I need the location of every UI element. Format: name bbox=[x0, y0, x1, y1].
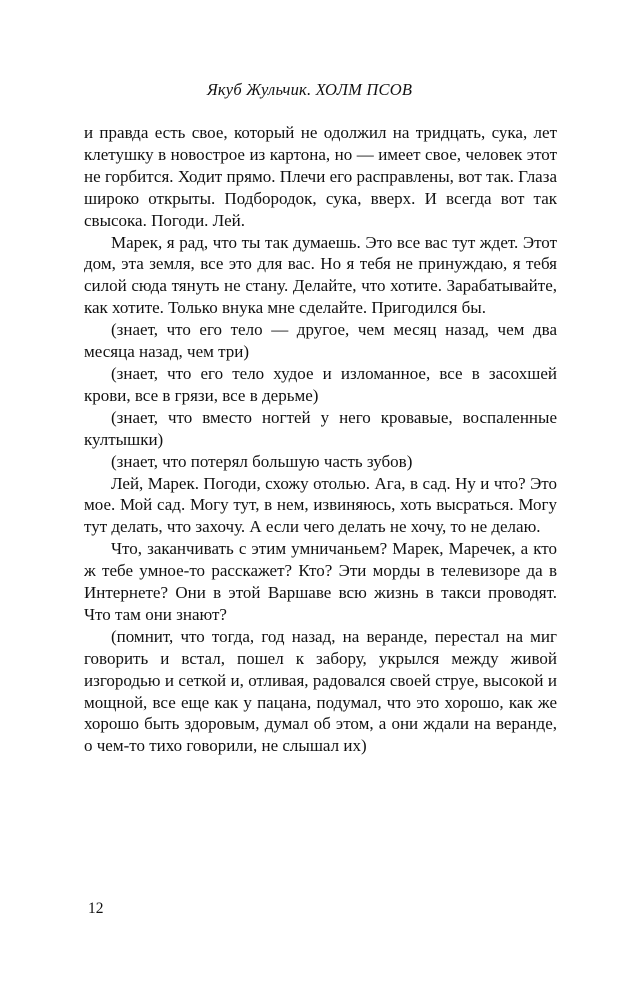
running-header: Якуб Жульчик. ХОЛМ ПСОВ bbox=[206, 80, 413, 99]
paragraph: Лей, Марек. Погоди, схожу отолью. Ага, в сад. Ну и что? Это мое. Мой сад. Могу тут, в нем, извиняюсь, хоть высраться. Могу тут делать, что захочу. А если чего делать не хочу, то не делаю. bbox=[84, 473, 557, 537]
body-text bbox=[84, 122, 557, 757]
paragraph: Марек, я рад, что ты так думаешь. Это все вас тут ждет. Этот дом, эта земля, все это для вас. Но я тебя не принуждаю, я тебя силой сюда тянуть не стану. Делайте, что хотите. Зарабатывайте, как хотите. Только внука мне сделайте. Пригодился бы. bbox=[84, 232, 557, 318]
paragraph: (знает, что вместо ногтей у него кровавые, воспаленные култышки) bbox=[84, 407, 557, 449]
paragraph: (помнит, что тогда, год назад, на веранде, перестал на миг говорить и встал, пошел к забору, укрылся между живой изгородью и сеткой и, отливая, радовался своей струе, высокой и мощной, все еще как у пацана, подумал, что это хорошо, как же хорошо быть здоровым, думал об этом, а они ждали на веранде, о чем-то тихо говорили, не слышал их) bbox=[84, 626, 557, 756]
paragraph: (знает, что потерял большую часть зубов) bbox=[111, 451, 413, 471]
paragraph: (знает, что его тело худое и изломанное, все в засохшей крови, все в грязи, все в дерьме) bbox=[84, 363, 557, 405]
page-number: 12 bbox=[88, 900, 104, 917]
paragraph: Что, заканчивать с этим умничаньем? Марек, Маречек, а кто ж тебе умное-то расскажет? Кто? Эти морды в телевизоре да в Интернете? Они в этой Варшаве всю жизнь в такси проводят. Что там они знают? bbox=[84, 539, 557, 624]
paragraph: (знает, что его тело — другое, чем месяц назад, чем два месяца назад, чем три) bbox=[84, 320, 557, 362]
paragraph: и правда есть свое, который не одолжил на тридцать, сука, лет клетушку в новострое из картона, но — имеет свое, человек этот не горбится. Ходит прямо. Плечи его расправлены, вот так. Глаза широко открыты. Подбородок, сука, вверх. И всегда вот так свысока. Погоди. Лей. bbox=[84, 123, 557, 230]
